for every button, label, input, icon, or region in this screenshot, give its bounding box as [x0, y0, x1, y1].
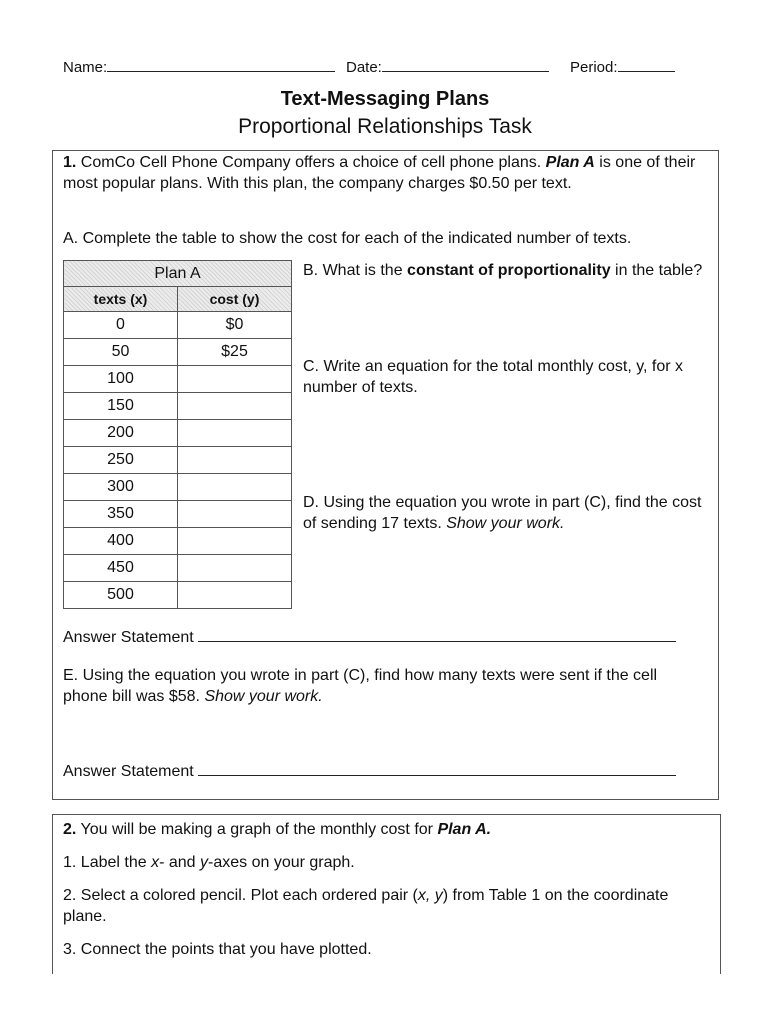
cell-texts: 50	[64, 339, 178, 366]
step-2-text-a: 2. Select a colored pencil. Plot each ordered pair (	[63, 887, 418, 904]
answer-statement-label: Answer Statement	[63, 763, 194, 780]
part-a-question: A. Complete the table to show the cost for each of the indicated number of texts.	[63, 230, 632, 247]
date-label: Date:	[346, 59, 382, 76]
table-row	[64, 528, 292, 555]
table-row	[64, 393, 292, 420]
date-line[interactable]	[382, 57, 549, 72]
answer-statement-label: Answer Statement	[63, 629, 194, 646]
section-2-number: 2.	[63, 821, 77, 838]
answer-line[interactable]	[198, 626, 676, 642]
part-d-text: D. Using the equation you wrote in part (C), find the cost of sending 17 texts.	[303, 494, 702, 532]
part-d-question	[303, 492, 713, 534]
cell-cost[interactable]	[178, 474, 292, 501]
step-1-text-a: 1. Label the	[63, 854, 152, 871]
name-field[interactable]	[63, 57, 335, 76]
cell-cost[interactable]	[178, 393, 292, 420]
section-1-number: 1.	[63, 154, 77, 171]
table-row	[64, 366, 292, 393]
period-label: Period:	[570, 59, 618, 76]
cell-texts: 150	[64, 393, 178, 420]
cell-cost[interactable]: $25	[178, 339, 292, 366]
cell-cost[interactable]	[178, 582, 292, 609]
cell-texts: 350	[64, 501, 178, 528]
name-line[interactable]	[107, 57, 335, 72]
col-header-texts: texts (x)	[64, 287, 178, 312]
page-subtitle: Proportional Relationships Task	[238, 115, 532, 138]
table-row	[64, 474, 292, 501]
step-2	[63, 885, 703, 927]
table-row	[64, 420, 292, 447]
cell-texts: 0	[64, 312, 178, 339]
table-row	[64, 447, 292, 474]
cell-texts: 250	[64, 447, 178, 474]
part-e-text: E. Using the equation you wrote in part (C), find how many texts were sent if the cell phone bill was $58.	[63, 667, 658, 705]
intro-text-b: is one of their most popular plans. With this plan, the company charges $0.50 per text.	[63, 154, 696, 192]
step-2-text-b: ) from Table 1 on the coordinate plane.	[63, 887, 669, 925]
date-field[interactable]	[346, 57, 549, 76]
cell-texts: 500	[64, 582, 178, 609]
step-1-text-b: - and	[159, 854, 200, 871]
cell-cost[interactable]: $0	[178, 312, 292, 339]
part-b-question	[303, 260, 713, 281]
part-d-instruction: Show your work.	[446, 515, 565, 532]
part-b-text-b: in the table?	[610, 262, 703, 279]
cell-texts: 200	[64, 420, 178, 447]
plan-a-table	[63, 260, 292, 609]
step-1-x: x	[151, 854, 160, 871]
cell-texts: 300	[64, 474, 178, 501]
step-1	[63, 852, 703, 873]
table-row	[64, 312, 292, 339]
cell-cost[interactable]	[178, 447, 292, 474]
section-2-plan-label: Plan A.	[437, 821, 492, 838]
answer-line[interactable]	[198, 760, 676, 776]
cell-cost[interactable]	[178, 501, 292, 528]
cell-cost[interactable]	[178, 555, 292, 582]
cell-texts: 450	[64, 555, 178, 582]
section-2-intro-text: You will be making a graph of the monthly cost for	[76, 821, 438, 838]
table-row	[64, 555, 292, 582]
part-b-bold: constant of proportionality	[407, 262, 611, 279]
step-3: 3. Connect the points that you have plotted.	[63, 941, 372, 958]
table-row	[64, 339, 292, 366]
part-e-instruction: Show your work.	[204, 688, 323, 705]
step-2-xy: x, y	[417, 887, 443, 904]
page-title: Text-Messaging Plans	[280, 88, 490, 110]
intro-text-a: ComCo Cell Phone Company offers a choice of cell phone plans.	[76, 154, 546, 171]
section-2-intro	[63, 819, 703, 840]
table-title: Plan A	[64, 261, 292, 287]
period-field[interactable]	[570, 57, 675, 76]
cell-cost[interactable]	[178, 420, 292, 447]
cell-cost[interactable]	[178, 366, 292, 393]
table-row	[64, 501, 292, 528]
answer-statement-1[interactable]	[63, 626, 676, 647]
part-e-question	[63, 665, 703, 707]
period-line[interactable]	[618, 57, 675, 72]
table-row	[64, 582, 292, 609]
step-1-y: y	[200, 854, 208, 871]
answer-statement-2[interactable]	[63, 760, 676, 781]
part-c-question: C. Write an equation for the total monthly cost, y, for x number of texts.	[303, 358, 684, 396]
step-1-text-c: -axes on your graph.	[208, 854, 355, 871]
cell-texts: 400	[64, 528, 178, 555]
cell-texts: 100	[64, 366, 178, 393]
part-b-text-a: B. What is the	[303, 262, 408, 279]
col-header-cost: cost (y)	[178, 287, 292, 312]
name-label: Name:	[63, 59, 108, 76]
section-1-intro	[63, 152, 703, 194]
cell-cost[interactable]	[178, 528, 292, 555]
plan-a-label: Plan A	[545, 154, 595, 171]
